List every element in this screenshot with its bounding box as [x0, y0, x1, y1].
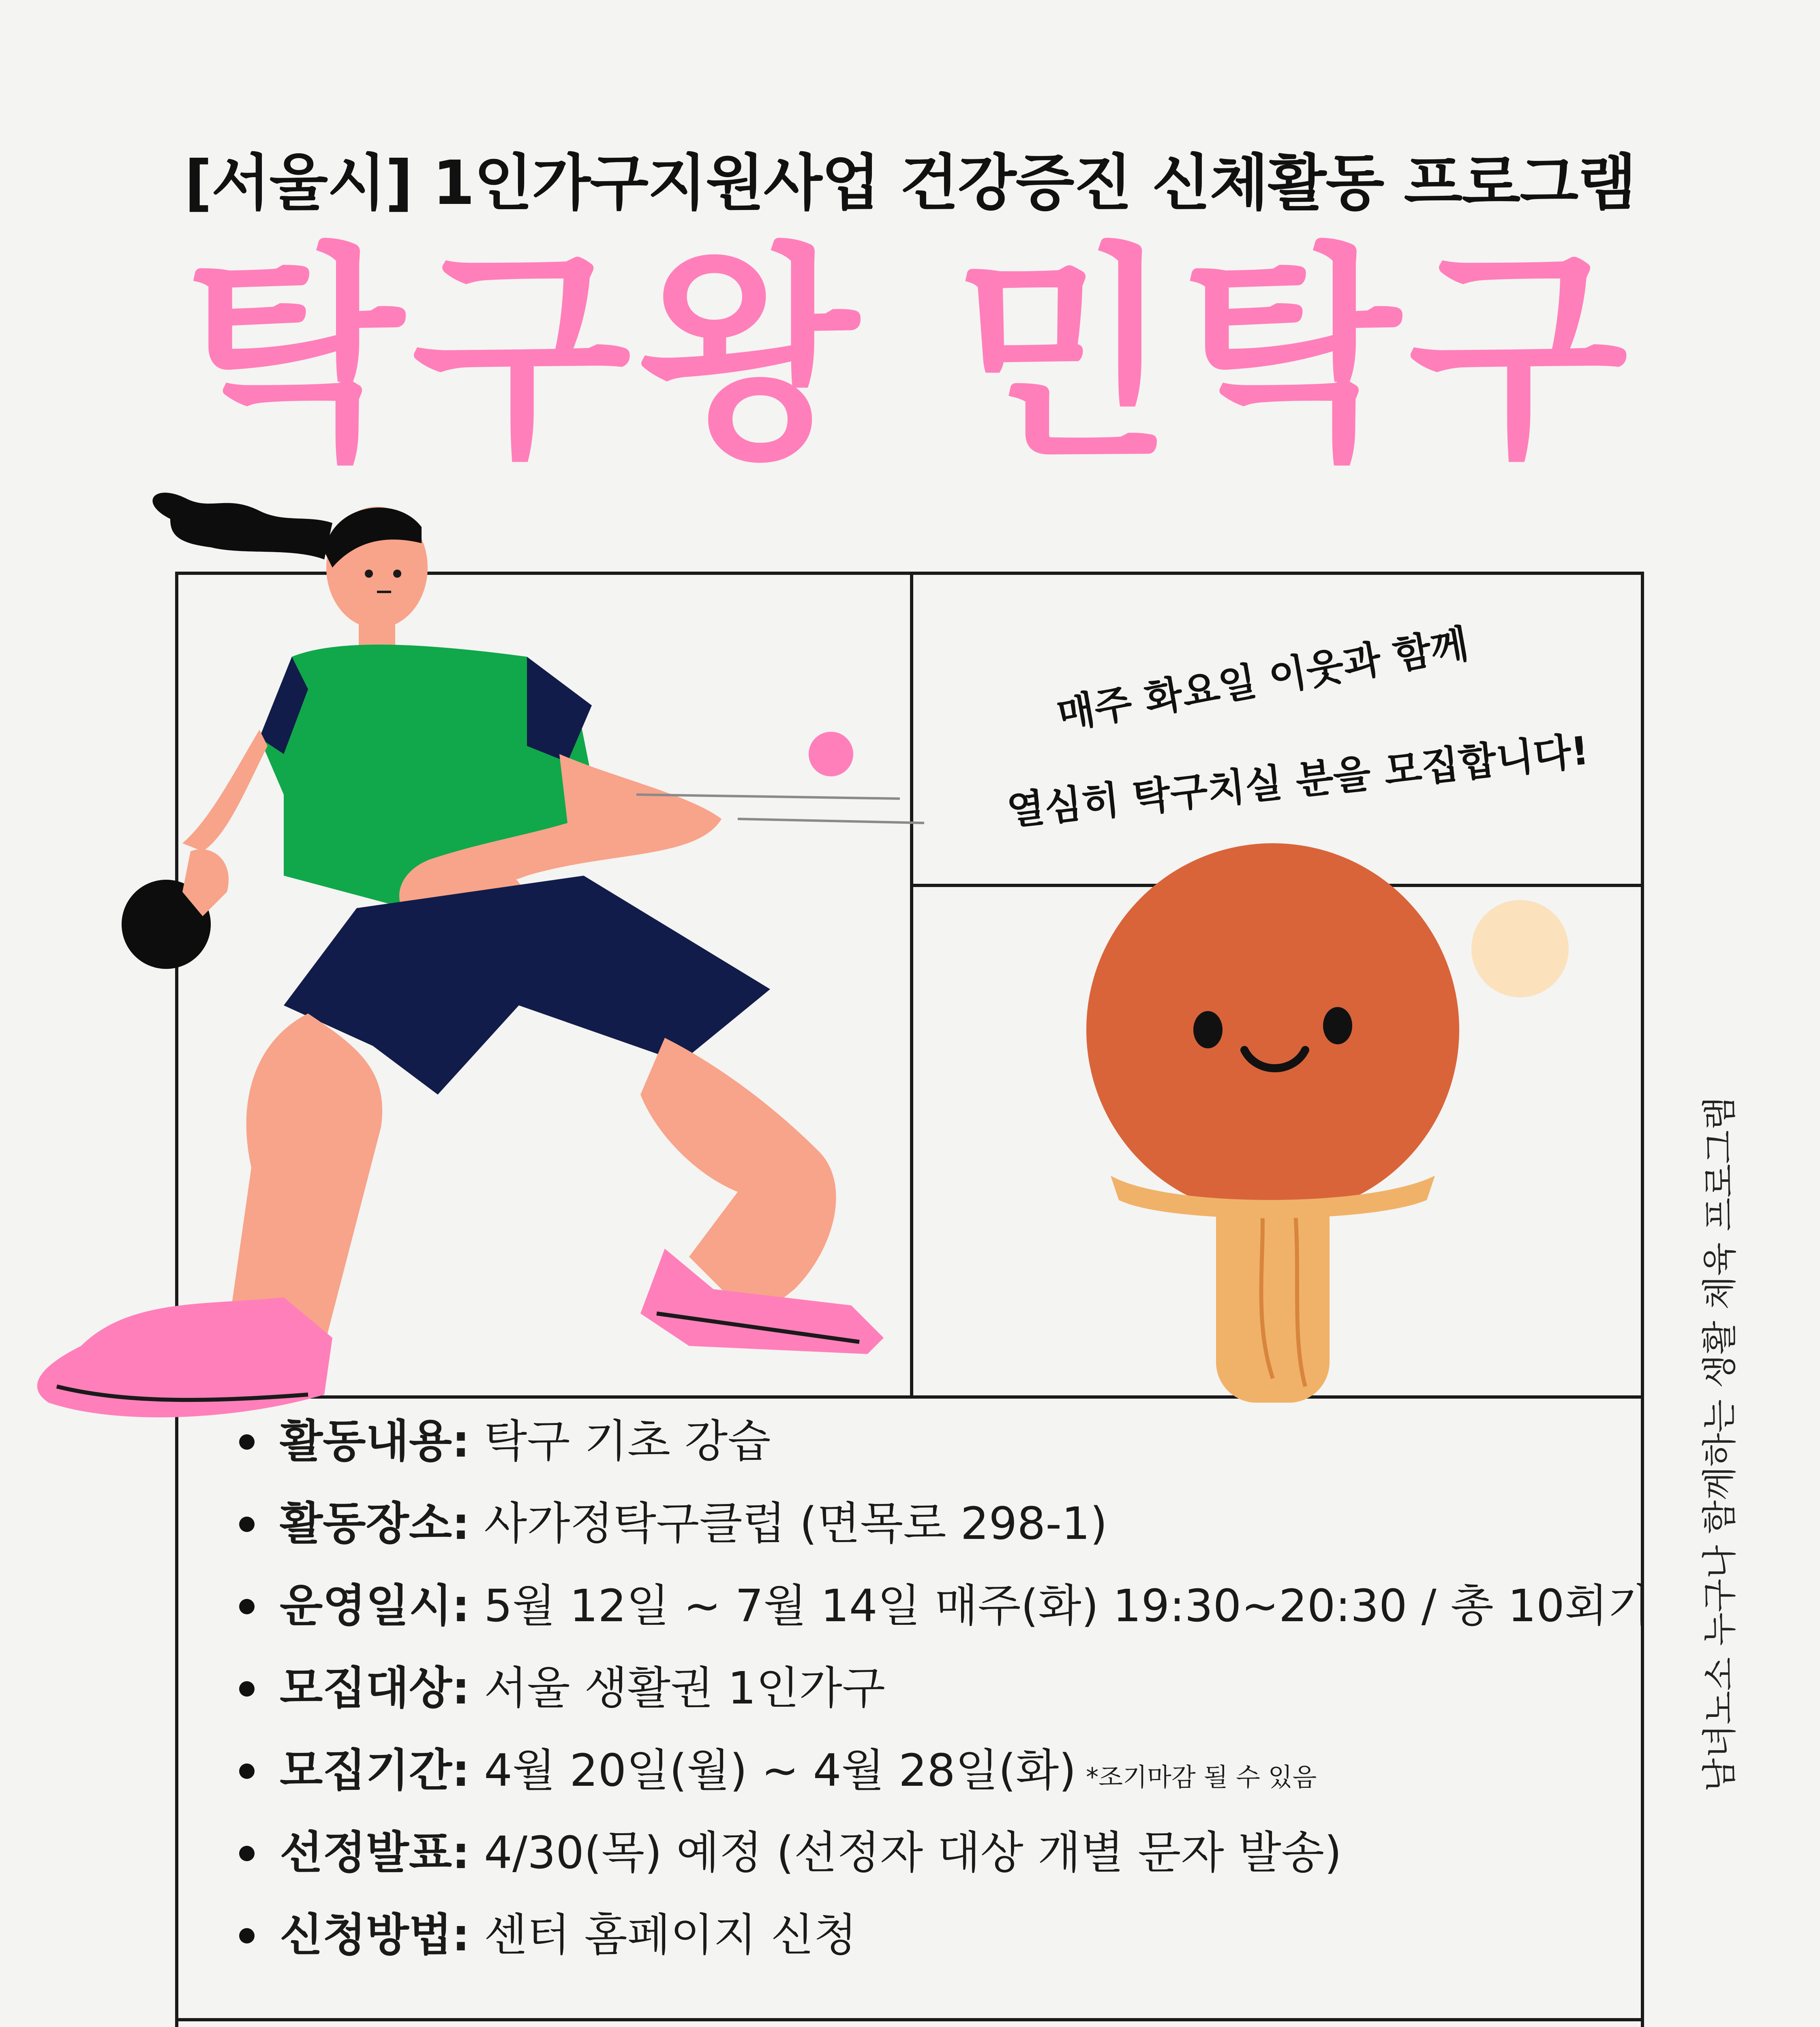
info-row-schedule [239, 1580, 1651, 1666]
info-row-target [239, 1662, 1617, 1748]
bullet-icon [239, 1846, 255, 1861]
paddle-face-icon [1086, 843, 1459, 1216]
info-row-activity [239, 1415, 1617, 1501]
info-key: 모집대상: [280, 1662, 470, 1714]
info-key: 운영일시: [280, 1580, 470, 1632]
info-row-location [239, 1498, 1617, 1583]
ball-icon [1471, 900, 1569, 997]
info-key: 활동장소: [280, 1498, 470, 1549]
info-value: 5월 12일 ~ 7월 14일 매주(화) 19:30~20:30 / 총 10회기 [470, 1580, 1651, 1632]
bullet-icon [239, 1681, 255, 1697]
side-tagline: 남녀노소 누구나 함께하는 생활 체육 프로그램 [1700, 1096, 1740, 1792]
info-row-recruit-period [239, 1744, 1617, 1830]
slogan-line2: 열심히 탁구치실 분을 모집합니다! [1004, 727, 1591, 834]
info-key: 모집기간: [280, 1744, 470, 1796]
bullet-icon [239, 1763, 255, 1779]
info-value: 4/30(목) 예정 (선정자 대상 개별 문자 발송) [470, 1827, 1342, 1879]
bullet-icon [239, 1599, 255, 1614]
info-value: 4월 20일(월) ~ 4월 28일(화) [470, 1744, 1077, 1796]
info-row-apply-method [239, 1909, 1617, 1995]
info-key: 선정발표: [280, 1827, 470, 1879]
info-key: 활동내용: [280, 1415, 470, 1467]
frame-divider-notice [175, 2018, 1644, 2021]
smiling-paddle-illustration [1046, 819, 1597, 1427]
info-value: 사가정탁구클럽 (면목로 298-1) [470, 1498, 1107, 1549]
slogan-line1: 매주 화요일 이웃과 함께 [1053, 621, 1472, 738]
info-value: 서울 생활권 1인가구 [470, 1662, 885, 1714]
bullet-icon [239, 1928, 255, 1943]
hair-icon [152, 493, 332, 559]
info-key: 신청방법: [280, 1909, 470, 1961]
program-info-list [239, 1415, 1651, 1995]
bullet-icon [239, 1517, 255, 1532]
table-tennis-player-illustration [0, 486, 932, 1427]
program-subtitle: [서울시] 1인가구지원사업 건강증진 신체활동 프로그램 [184, 148, 1636, 219]
ball-icon [809, 732, 853, 776]
info-row-announcement [239, 1827, 1617, 1913]
poster-title: 탁구왕 민탁구 [184, 225, 1636, 489]
info-value: 탁구 기초 강습 [470, 1415, 771, 1467]
bullet-icon [239, 1434, 255, 1450]
early-close-note: *조기마감 될 수 있음 [1086, 1762, 1317, 1792]
info-value: 센터 홈페이지 신청 [470, 1909, 857, 1961]
